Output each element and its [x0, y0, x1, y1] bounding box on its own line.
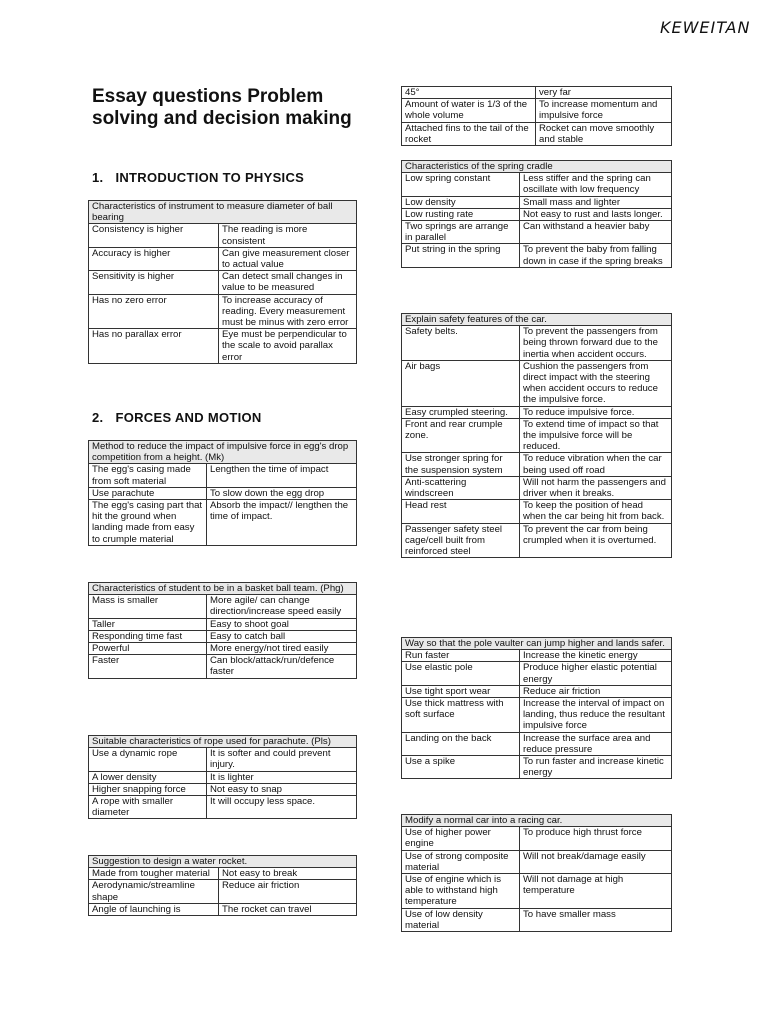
table-row — [89, 643, 357, 655]
explanation-cell: It is lighter — [207, 771, 357, 783]
table-racing-car — [401, 814, 672, 932]
characteristic-cell: Air bags — [402, 360, 520, 406]
explanation-cell: The rocket can travel — [219, 903, 357, 915]
author-name: KEWEITAN — [660, 18, 751, 37]
explanation-cell: Easy to shoot goal — [207, 618, 357, 630]
explanation-cell: To prevent the baby from falling down in case if the spring breaks — [520, 244, 672, 267]
characteristic-cell: Put string in the spring — [402, 244, 520, 267]
characteristic-cell: Faster — [89, 655, 207, 678]
table-row — [402, 685, 672, 697]
table-row — [89, 783, 357, 795]
characteristic-cell: Use of low density material — [402, 908, 520, 931]
characteristic-cell: A rope with smaller diameter — [89, 796, 207, 819]
explanation-cell: More agile/ can change direction/increase speed easily — [207, 595, 357, 618]
explanation-cell: To increase accuracy of reading. Every measurement must be minus with zero error — [219, 294, 357, 329]
table-row — [402, 221, 672, 244]
characteristic-cell: Use elastic pole — [402, 662, 520, 685]
table-row — [402, 87, 672, 99]
explanation-cell: Not easy to break — [219, 868, 357, 880]
explanation-cell: To prevent the passengers from being thrown forward due to the inertia when accident occurs. — [520, 326, 672, 361]
explanation-cell: Increase the kinetic energy — [520, 650, 672, 662]
table-row — [89, 595, 357, 618]
explanation-cell: More energy/not tired easily — [207, 643, 357, 655]
table-row — [89, 271, 357, 294]
characteristic-cell: Has no parallax error — [89, 329, 219, 364]
explanation-cell: Will not damage at high temperature — [520, 874, 672, 909]
characteristic-cell: Low density — [402, 196, 520, 208]
characteristic-cell: Attached fins to the tail of the rocket — [402, 122, 536, 145]
explanation-cell: To increase momentum and impulsive force — [536, 99, 672, 122]
explanation-cell: Not easy to rust and lasts longer. — [520, 208, 672, 220]
table-row — [89, 771, 357, 783]
table-row — [89, 329, 357, 364]
characteristic-cell: Use tight sport wear — [402, 685, 520, 697]
characteristic-cell: Use a spike — [402, 756, 520, 779]
characteristic-cell: Use thick mattress with soft surface — [402, 698, 520, 733]
explanation-cell: Lengthen the time of impact — [207, 464, 357, 487]
characteristic-cell: Taller — [89, 618, 207, 630]
explanation-cell: Not easy to snap — [207, 783, 357, 795]
table-row — [402, 908, 672, 931]
table-header-row — [402, 815, 672, 827]
explanation-cell: To reduce impulsive force. — [520, 406, 672, 418]
explanation-cell: It will occupy less space. — [207, 796, 357, 819]
table-egg-drop — [88, 440, 357, 546]
characteristic-cell: Angle of launching is — [89, 903, 219, 915]
explanation-cell: Absorb the impact// lengthen the time of impact. — [207, 500, 357, 546]
characteristic-cell: The egg's casing made from soft material — [89, 464, 207, 487]
characteristic-cell: Use stronger spring for the suspension system — [402, 453, 520, 476]
characteristic-cell: 45° — [402, 87, 536, 99]
explanation-cell: Small mass and lighter — [520, 196, 672, 208]
table-caption: Suggestion to design a water rocket. — [89, 856, 357, 868]
table-row — [402, 196, 672, 208]
table-row — [89, 880, 357, 903]
characteristic-cell: Powerful — [89, 643, 207, 655]
table-caption: Modify a normal car into a racing car. — [402, 815, 672, 827]
characteristic-cell: Consistency is higher — [89, 224, 219, 247]
table-water-rocket — [88, 855, 357, 916]
characteristic-cell: Use of higher power engine — [402, 827, 520, 850]
explanation-cell: Can withstand a heavier baby — [520, 221, 672, 244]
table-row — [89, 630, 357, 642]
explanation-cell: To reduce vibration when the car being used off road — [520, 453, 672, 476]
explanation-cell: Produce higher elastic potential energy — [520, 662, 672, 685]
table-row — [402, 756, 672, 779]
table-rope — [88, 735, 357, 819]
explanation-cell: To keep the position of head when the car being hit from back. — [520, 500, 672, 523]
explanation-cell: To extend time of impact so that the impulsive force will be reduced. — [520, 418, 672, 453]
characteristic-cell: Anti-scattering windscreen — [402, 476, 520, 499]
explanation-cell: To have smaller mass — [520, 908, 672, 931]
table-row — [89, 487, 357, 499]
characteristic-cell: Landing on the back — [402, 732, 520, 755]
section-heading-introduction — [92, 170, 304, 185]
table-row — [402, 418, 672, 453]
table-header-row — [89, 736, 357, 748]
table-row — [402, 453, 672, 476]
table-row — [89, 500, 357, 546]
explanation-cell: Increase the interval of impact on landing, thus reduce the resultant impulsive force — [520, 698, 672, 733]
characteristic-cell: Made from tougher material — [89, 868, 219, 880]
table-header-row — [89, 441, 357, 464]
section-label: INTRODUCTION TO PHYSICS — [115, 170, 305, 185]
table-caption: Way so that the pole vaulter can jump higher and lands safer. — [402, 638, 672, 650]
table-header-row — [402, 161, 672, 173]
table-row — [402, 874, 672, 909]
characteristic-cell: Low spring constant — [402, 173, 520, 196]
table-row — [89, 655, 357, 678]
table-spring-cradle — [401, 160, 672, 268]
characteristic-cell: Use of engine which is able to withstand high temperature — [402, 874, 520, 909]
characteristic-cell: Safety belts. — [402, 326, 520, 361]
characteristic-cell: Amount of water is 1/3 of the whole volume — [402, 99, 536, 122]
table-header-row — [89, 856, 357, 868]
table-header-row — [89, 201, 357, 224]
explanation-cell: To produce high thrust force — [520, 827, 672, 850]
characteristic-cell: Use parachute — [89, 487, 207, 499]
characteristic-cell: Has no zero error — [89, 294, 219, 329]
table-row — [402, 698, 672, 733]
table-instrument — [88, 200, 357, 364]
table-caption: Characteristics of the spring cradle — [402, 161, 672, 173]
table-water-rocket-continued — [401, 86, 672, 146]
explanation-cell: Reduce air friction — [219, 880, 357, 903]
explanation-cell: Will not break/damage easily — [520, 850, 672, 873]
table-row — [402, 244, 672, 267]
section-label: FORCES AND MOTION — [115, 410, 262, 425]
table-row — [402, 850, 672, 873]
table-row — [402, 99, 672, 122]
table-caption: Characteristics of student to be in a basket ball team. (Phg) — [89, 583, 357, 595]
table-pole-vaulter — [401, 637, 672, 779]
table-caption: Suitable characteristics of rope used for parachute. (Pls) — [89, 736, 357, 748]
table-header-row — [402, 314, 672, 326]
table-header-row — [89, 583, 357, 595]
table-row — [402, 173, 672, 196]
table-row — [89, 796, 357, 819]
table-row — [402, 732, 672, 755]
explanation-cell: Cushion the passengers from direct impact with the steering when accident occurs to reduce the impulsive force. — [520, 360, 672, 406]
characteristic-cell: Higher snapping force — [89, 783, 207, 795]
characteristic-cell: Easy crumpled steering. — [402, 406, 520, 418]
table-row — [402, 360, 672, 406]
table-row — [402, 208, 672, 220]
explanation-cell: Can give measurement closer to actual value — [219, 247, 357, 270]
page-title: Essay questions Problem solving and decision making — [92, 86, 352, 129]
explanation-cell: To slow down the egg drop — [207, 487, 357, 499]
table-row — [89, 618, 357, 630]
characteristic-cell: Aerodynamic/streamline shape — [89, 880, 219, 903]
characteristic-cell: Use a dynamic rope — [89, 748, 207, 771]
explanation-cell: Increase the surface area and reduce pressure — [520, 732, 672, 755]
table-row — [89, 247, 357, 270]
explanation-cell: To prevent the car from being crumpled when it is overturned. — [520, 523, 672, 558]
explanation-cell: Reduce air friction — [520, 685, 672, 697]
explanation-cell: Can detect small changes in value to be measured — [219, 271, 357, 294]
characteristic-cell: A lower density — [89, 771, 207, 783]
table-caption: Method to reduce the impact of impulsive force in egg's drop competition from a height. (Mk) — [89, 441, 357, 464]
characteristic-cell: Use of strong composite material — [402, 850, 520, 873]
explanation-cell: Eye must be perpendicular to the scale to avoid parallax error — [219, 329, 357, 364]
characteristic-cell: Mass is smaller — [89, 595, 207, 618]
table-row — [402, 523, 672, 558]
explanation-cell: To run faster and increase kinetic energy — [520, 756, 672, 779]
explanation-cell: Rocket can move smoothly and stable — [536, 122, 672, 145]
table-row — [89, 748, 357, 771]
table-row — [402, 827, 672, 850]
table-row — [402, 406, 672, 418]
table-row — [402, 662, 672, 685]
table-car-safety — [401, 313, 672, 558]
characteristic-cell: Passenger safety steel cage/cell built from reinforced steel — [402, 523, 520, 558]
table-row — [89, 294, 357, 329]
explanation-cell: Easy to catch ball — [207, 630, 357, 642]
section-number: 1. — [92, 170, 104, 185]
table-row — [89, 224, 357, 247]
characteristic-cell: Run faster — [402, 650, 520, 662]
section-heading-forces — [92, 410, 262, 425]
table-caption: Explain safety features of the car. — [402, 314, 672, 326]
explanation-cell: It is softer and could prevent injury. — [207, 748, 357, 771]
characteristic-cell: Responding time fast — [89, 630, 207, 642]
explanation-cell: Less stiffer and the spring can oscillate with low frequency — [520, 173, 672, 196]
explanation-cell: Will not harm the passengers and driver when it breaks. — [520, 476, 672, 499]
characteristic-cell: The egg's casing part that hit the ground when landing made from easy to crumple material — [89, 500, 207, 546]
section-number: 2. — [92, 410, 104, 425]
table-basketball — [88, 582, 357, 679]
characteristic-cell: Front and rear crumple zone. — [402, 418, 520, 453]
table-row — [89, 868, 357, 880]
characteristic-cell: Accuracy is higher — [89, 247, 219, 270]
table-row — [402, 476, 672, 499]
characteristic-cell: Head rest — [402, 500, 520, 523]
characteristic-cell: Low rusting rate — [402, 208, 520, 220]
table-row — [89, 903, 357, 915]
characteristic-cell: Two springs are arrange in parallel — [402, 221, 520, 244]
table-caption: Characteristics of instrument to measure diameter of ball bearing — [89, 201, 357, 224]
table-row — [402, 650, 672, 662]
table-row — [402, 122, 672, 145]
table-row — [402, 326, 672, 361]
table-row — [89, 464, 357, 487]
characteristic-cell: Sensitivity is higher — [89, 271, 219, 294]
explanation-cell: The reading is more consistent — [219, 224, 357, 247]
table-row — [402, 500, 672, 523]
explanation-cell: Can block/attack/run/defence faster — [207, 655, 357, 678]
table-header-row — [402, 638, 672, 650]
explanation-cell: very far — [536, 87, 672, 99]
